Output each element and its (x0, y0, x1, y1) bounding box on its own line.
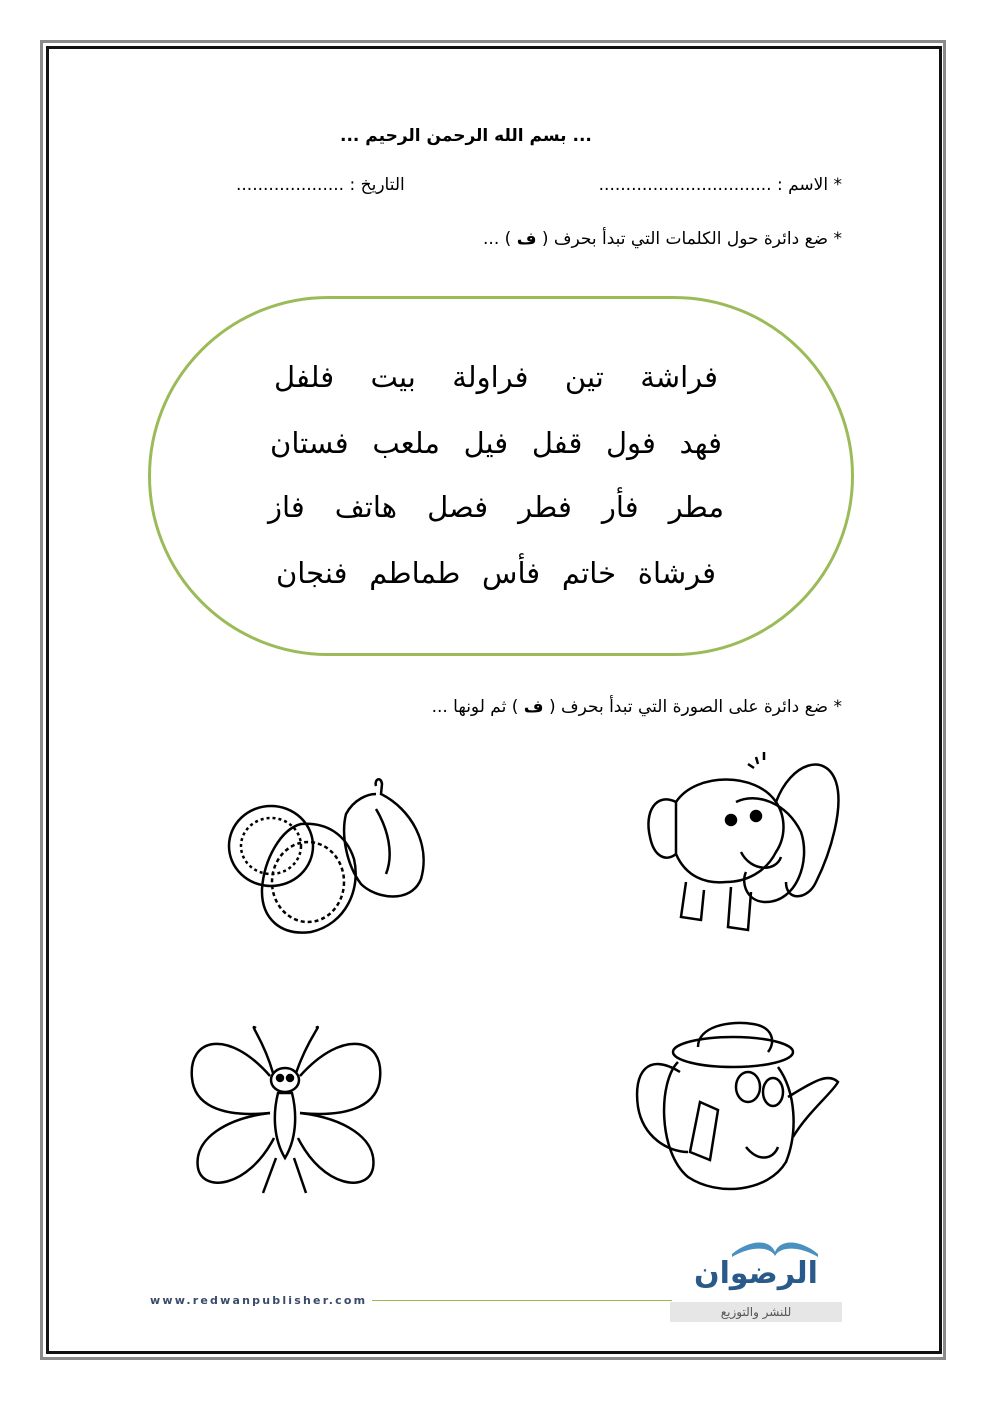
instruction-circle-picture (432, 697, 842, 717)
word[interactable]: طماطم (369, 556, 461, 590)
book-icon (730, 1234, 820, 1258)
word[interactable]: فستان (270, 426, 349, 460)
word[interactable]: فراولة (452, 360, 529, 394)
instruction-1-suffix: ) ... (483, 229, 512, 249)
instruction-1-prefix: * ضع دائرة حول الكلمات التي تبدأ بحرف ( (541, 229, 842, 249)
logo-tagline: للنشر والتوزيع (670, 1302, 842, 1322)
instruction-2-suffix: ) ثم لونها ... (431, 697, 519, 717)
word[interactable]: فراشة (640, 360, 718, 394)
word[interactable]: فاز (268, 490, 305, 524)
word[interactable]: فأس (482, 556, 541, 590)
word[interactable]: فطر (518, 490, 572, 524)
figs-picture[interactable] (226, 774, 430, 938)
instruction-1-letter: ف (516, 229, 537, 249)
word[interactable]: تين (564, 360, 604, 394)
teapot-picture[interactable] (628, 1012, 842, 1200)
word[interactable]: قفل (531, 426, 583, 460)
name-field: * الاسم : ................................ (598, 175, 842, 195)
publisher-logo (670, 1234, 842, 1324)
word[interactable]: فيل (463, 426, 509, 460)
word-row-2 (270, 426, 722, 460)
butterfly-picture[interactable] (188, 1018, 384, 1206)
word[interactable]: فول (605, 426, 656, 460)
word[interactable]: فصل (427, 490, 489, 524)
word[interactable]: فأر (601, 490, 639, 524)
word[interactable]: هاتف (334, 490, 398, 524)
word[interactable]: خاتم (561, 556, 617, 590)
word[interactable]: فلفل (274, 360, 335, 394)
word[interactable]: فهد (679, 426, 722, 460)
publisher-url[interactable]: www.redwanpublisher.com (150, 1294, 368, 1307)
word[interactable]: مطر (668, 490, 724, 524)
word-row-1 (274, 360, 718, 394)
word[interactable]: فنجان (276, 556, 348, 590)
footer-divider (372, 1300, 672, 1301)
instruction-2-prefix: * ضع دائرة على الصورة التي تبدأ بحرف ( (548, 697, 842, 717)
word-oval (148, 296, 854, 656)
basmala-heading: ... بسم الله الرحمن الرحيم ... (340, 126, 592, 146)
elephant-picture[interactable] (636, 742, 846, 942)
date-field: التاريخ : .................... (236, 175, 405, 195)
word-row-3 (268, 490, 724, 524)
instruction-2-letter: ف (523, 697, 544, 717)
logo-name: الرضوان (694, 1256, 818, 1291)
word[interactable]: ملعب (372, 426, 440, 460)
word[interactable]: فرشاة (637, 556, 716, 590)
word-row-4 (276, 556, 716, 590)
word[interactable]: بيت (370, 360, 416, 394)
instruction-circle-words (483, 229, 842, 249)
